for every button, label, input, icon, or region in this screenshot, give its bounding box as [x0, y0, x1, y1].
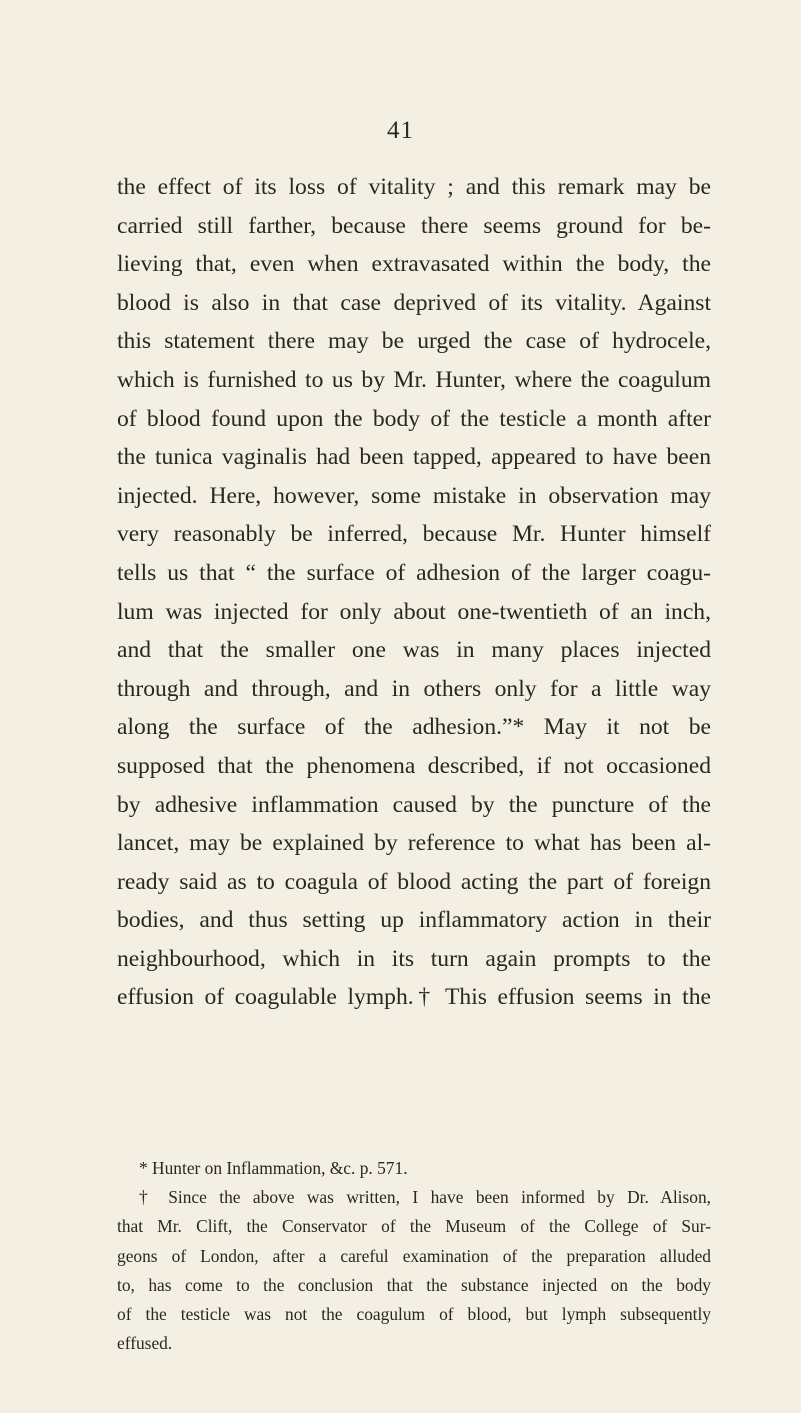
footnote-line: effused. — [117, 1333, 173, 1354]
text-line: which is furnished to us by Mr. Hunter, where the coagulum — [117, 366, 711, 393]
footnote-line: geons of London, after a careful examination of the preparation alluded — [117, 1245, 711, 1266]
text-line: lancet, may be explained by reference to what has been al- — [117, 830, 711, 857]
text-line: tells us that “ the surface of adhesion of the larger coagu- — [117, 559, 711, 586]
text-line: bodies, and thus setting up inflammatory action in their — [117, 907, 711, 934]
footnotes — [117, 1154, 711, 1358]
text-line: injected. Here, however, some mistake in observation may — [117, 482, 711, 509]
text-line: blood is also in that case deprived of its vitality. Against — [117, 289, 711, 316]
text-line: lum was injected for only about one-twentieth of an inch, — [117, 598, 711, 625]
footnote-line: that Mr. Clift, the Conservator of the Museum of the College of Sur- — [117, 1216, 711, 1237]
footnote-line: of the testicle was not the coagulum of blood, but lymph subsequently — [117, 1303, 711, 1324]
text-line: very reasonably be inferred, because Mr. Hunter himself — [117, 521, 711, 548]
text-line: by adhesive inflammation caused by the puncture of the — [117, 791, 711, 818]
text-line: and that the smaller one was in many places injected — [117, 637, 711, 664]
footnote-line: to, has come to the conclusion that the substance injected on the body — [117, 1274, 711, 1295]
body-text — [117, 168, 711, 1017]
text-line: the effect of its loss of vitality ; and this remark may be — [117, 174, 711, 200]
text-line: ready said as to coagula of blood acting the part of foreign — [117, 868, 711, 895]
text-line: supposed that the phenomena described, if not occasioned — [117, 752, 711, 779]
footnote-line: * Hunter on Inflammation, &c. p. 571. — [139, 1158, 408, 1178]
page-number: 41 — [387, 117, 414, 144]
text-line: this statement there may be urged the case of hydrocele, — [117, 328, 711, 355]
footnote-line: † Since the above was written, I have been informed by Dr. Alison, — [139, 1187, 711, 1208]
text-line: carried still farther, because there seems ground for be- — [117, 212, 711, 239]
text-line: lieving that, even when extravasated within the body, the — [117, 251, 711, 278]
text-line: neighbourhood, which in its turn again prompts to the — [117, 945, 711, 972]
text-line: along the surface of the adhesion.”* May it not be — [117, 714, 711, 741]
text-line: through and through, and in others only for a little way — [117, 675, 711, 702]
text-line: of blood found upon the body of the testicle a month after — [117, 405, 711, 432]
text-line: effusion of coagulable lymph.† This effusion seems in the — [117, 984, 711, 1011]
text-line: the tunica vaginalis had been tapped, appeared to have been — [117, 444, 711, 471]
